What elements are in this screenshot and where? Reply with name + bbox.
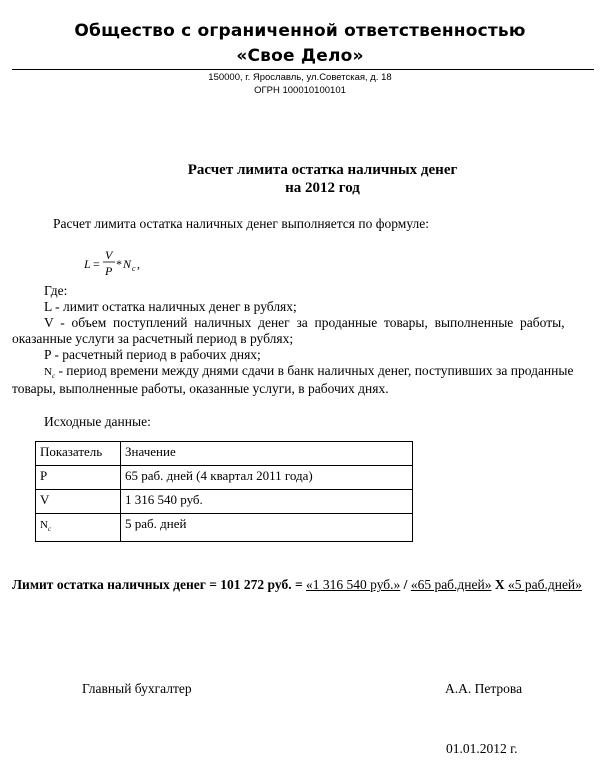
limit-formula [84, 248, 164, 280]
limit-label: Лимит остатка наличных денег = 101 272 руб. = [12, 577, 307, 592]
definition-n-line2: товары, выполненные работы, оказанные услуги, в рабочих днях. [12, 381, 389, 396]
signer-name: А.А. Петрова [445, 681, 523, 696]
table-header-cell: Значение [121, 442, 413, 466]
formula-tail: , [137, 257, 140, 271]
definition-v-line1: V - объем поступлений наличных денег за проданные товары, выполненные работы, [44, 315, 565, 330]
table-cell-value: 5 раб. дней [121, 514, 413, 542]
formula-numerator: V [105, 248, 113, 262]
limit-times: X [491, 577, 508, 592]
definition-l: L - лимит остатка наличных денег в рублях; [44, 299, 297, 314]
table-cell-value: 1 316 540 руб. [121, 490, 413, 514]
header-divider [12, 69, 594, 70]
source-data-table [35, 441, 413, 542]
org-address: 150000, г. Ярославль, ул.Советская, д. 18 [208, 72, 392, 83]
document-title-line2: на 2012 год [285, 180, 360, 196]
limit-p-value: «65 раб.дней» [410, 577, 492, 592]
formula-denominator: P [105, 264, 113, 278]
nc-letter: N [40, 519, 48, 531]
limit-v-value: «1 316 540 руб.» [306, 577, 401, 592]
nc-subscript: c [51, 372, 56, 381]
formula-n-sub: c [132, 264, 136, 273]
definition-p: P - расчетный период в рабочих днях; [44, 347, 261, 362]
table-cell-param: P [36, 466, 121, 490]
nc-subscript: c [47, 525, 52, 534]
formula-n: N [123, 257, 132, 271]
table-row [36, 514, 413, 542]
document-title-line1: Расчет лимита остатка наличных денег [187, 162, 458, 178]
table-cell-value: 65 раб. дней (4 квартал 2011 года) [121, 466, 413, 490]
limit-divide: / [400, 577, 411, 592]
org-name-line1: Общество с ограниченной ответственностью [74, 21, 526, 41]
table-row [36, 466, 413, 490]
table-header-cell: Показатель [36, 442, 121, 466]
where-label: Где: [44, 283, 68, 298]
table-row [36, 490, 413, 514]
formula-eq: = [93, 257, 100, 271]
definition-n-text: - период времени между днями сдачи в банк наличных денег, поступивших за проданные [55, 363, 574, 378]
intro-text: Расчет лимита остатка наличных денег выполняется по формуле: [53, 216, 429, 231]
definition-v-line2: оказанные услуги за расчетный период в рублях; [12, 331, 294, 346]
formula-times: * [116, 257, 122, 271]
nc-symbol [40, 519, 51, 533]
table-header-row [36, 442, 413, 466]
limit-n-value: «5 раб.дней» [507, 577, 582, 592]
org-ogrn: ОГРН 100010100101 [254, 85, 346, 96]
document-date: 01.01.2012 г. [446, 741, 518, 756]
table-cell-param: V [36, 490, 121, 514]
source-data-label: Исходные данные: [44, 414, 151, 429]
org-name-line2: «Свое Дело» [236, 46, 364, 66]
signer-role: Главный бухгалтер [82, 681, 192, 696]
nc-letter: N [44, 366, 52, 378]
limit-result [12, 577, 600, 593]
table-cell-param [36, 514, 121, 542]
formula-lhs: L [84, 257, 91, 271]
